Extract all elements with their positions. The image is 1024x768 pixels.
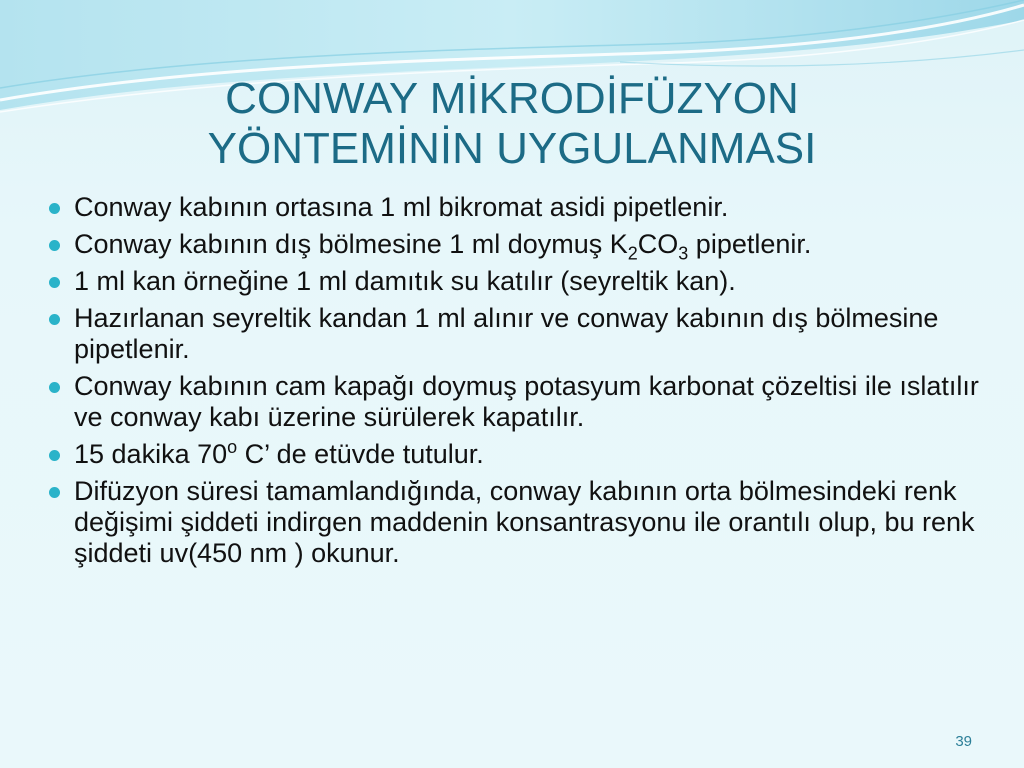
- bullet-list: [44, 192, 994, 569]
- bullet-dot-icon: [49, 382, 60, 393]
- subscript: 2: [627, 243, 638, 264]
- page-number: 39: [955, 733, 972, 750]
- bullet-item: [44, 476, 994, 569]
- subscript: 3: [678, 243, 689, 264]
- bullet-item: [44, 229, 994, 264]
- bullet-text-part: Conway kabının dış bölmesine 1 ml doymuş K: [74, 229, 628, 259]
- bullet-dot-icon: [49, 203, 60, 214]
- bullet-dot-icon: [49, 277, 60, 288]
- bullet-text-part: C’ de etüvde tutulur.: [237, 439, 484, 469]
- bullet-item: [44, 303, 994, 365]
- bullet-text: Hazırlanan seyreltik kandan 1 ml alınır ve conway kabının dış bölmesine pipetlenir.: [74, 303, 939, 364]
- bullet-dot-icon: [49, 487, 60, 498]
- bullet-text: 1 ml kan örneğine 1 ml damıtık su katılır (seyreltik kan).: [74, 266, 736, 296]
- bullet-dot-icon: [49, 314, 60, 325]
- slide-title: [80, 74, 944, 174]
- bullet-text: Conway kabının cam kapağı doymuş potasyum karbonat çözeltisi ile ıslatılır ve conway kabı üzerine sürülerek kapatılır.: [74, 371, 979, 432]
- bullet-dot-icon: [49, 450, 60, 461]
- superscript: o: [227, 437, 238, 457]
- bullet-item: [44, 266, 994, 297]
- bullet-text-part: CO: [637, 229, 679, 259]
- title-line-2: YÖNTEMİNİN UYGULANMASI: [207, 124, 817, 173]
- bullet-text: Difüzyon süresi tamamlandığında, conway kabının orta bölmesindeki renk değişimi şiddeti indirgen maddenin konsantrasyonu ile orantılı olup, bu renk şiddeti uv(450 nm ) okunur.: [74, 476, 975, 568]
- bullet-list-container: [44, 192, 994, 575]
- bullet-text-part: pipetlenir.: [688, 229, 812, 259]
- bullet-item: [44, 439, 994, 470]
- title-line-1: CONWAY MİKRODİFÜZYON: [225, 74, 799, 123]
- bullet-item: [44, 371, 994, 433]
- bullet-dot-icon: [49, 240, 60, 251]
- bullet-text-part: 15 dakika 70: [74, 439, 228, 469]
- bullet-item: [44, 192, 994, 223]
- bullet-text: Conway kabının ortasına 1 ml bikromat asidi pipetlenir.: [74, 192, 729, 222]
